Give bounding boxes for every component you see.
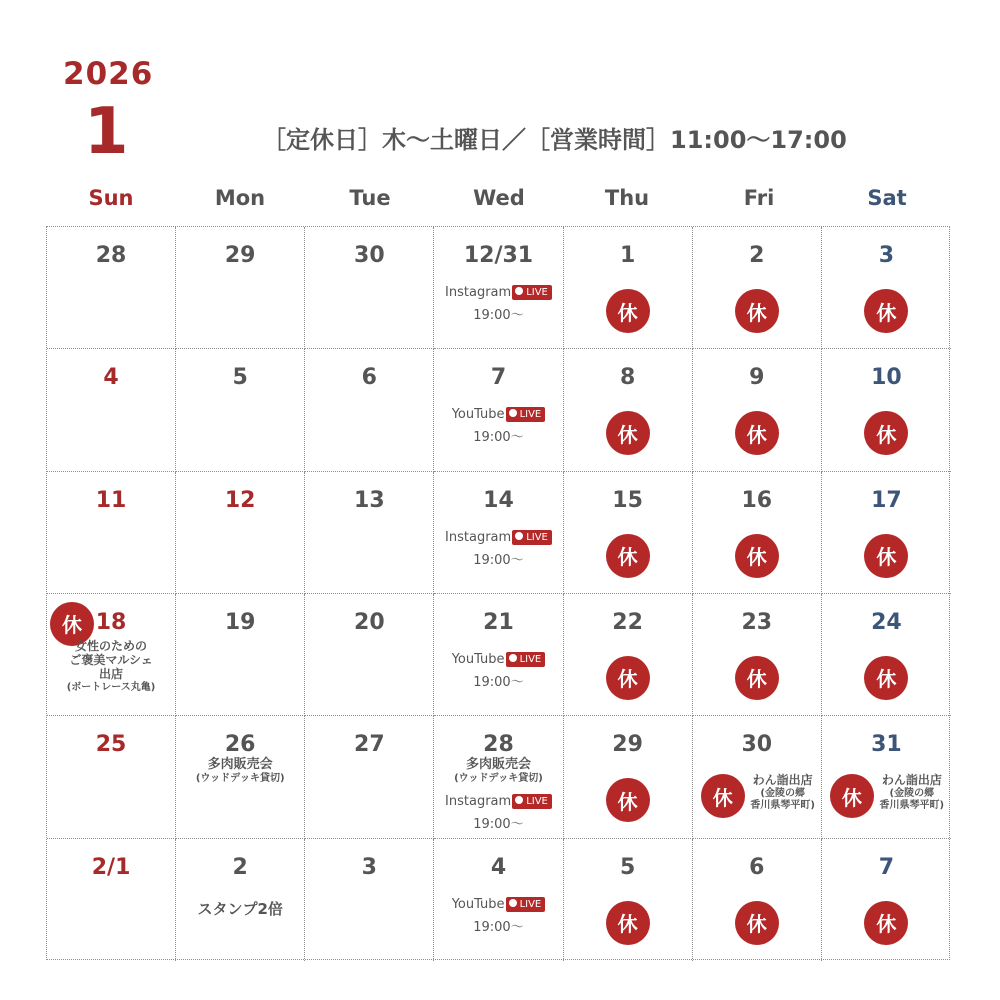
day-cell[interactable] bbox=[434, 349, 563, 471]
day-cell[interactable] bbox=[564, 349, 693, 471]
day-number: 18 bbox=[95, 609, 127, 635]
marche-event-note bbox=[47, 640, 175, 694]
day-cell[interactable] bbox=[564, 839, 693, 961]
event-title: わん詣出店 bbox=[752, 773, 813, 788]
live-badge bbox=[512, 530, 552, 545]
day-cell[interactable] bbox=[305, 839, 434, 961]
stamp-note: スタンプ2倍 bbox=[197, 899, 283, 918]
day-number: 31 bbox=[871, 732, 902, 758]
day-cell[interactable] bbox=[822, 472, 951, 594]
day-cell[interactable] bbox=[47, 716, 176, 838]
weekday-fri: Fri bbox=[743, 186, 775, 210]
closed-day-badge: 休 bbox=[735, 534, 779, 578]
day-cell[interactable] bbox=[822, 594, 951, 716]
event-subtitle: 香川県琴平町) bbox=[750, 799, 815, 811]
live-platform: YouTube bbox=[451, 651, 505, 667]
record-dot-icon bbox=[515, 532, 523, 540]
live-badge bbox=[506, 407, 546, 422]
live-platform: Instagram bbox=[445, 529, 512, 545]
day-cell[interactable] bbox=[822, 349, 951, 471]
live-stream-label bbox=[434, 794, 562, 809]
day-number: 3 bbox=[361, 854, 377, 880]
closed-day-badge: 休 bbox=[606, 901, 650, 945]
closed-day-badge: 休 bbox=[830, 774, 874, 818]
live-badge-text: LIVE bbox=[519, 409, 542, 421]
day-number: 1 bbox=[619, 243, 636, 268]
record-dot-icon bbox=[509, 654, 517, 662]
day-number: 7 bbox=[490, 365, 507, 391]
closed-day-badge: 休 bbox=[50, 602, 94, 646]
day-number: 4 bbox=[490, 854, 507, 880]
day-cell[interactable] bbox=[434, 227, 563, 349]
day-cell[interactable] bbox=[693, 472, 822, 594]
day-number: 28 bbox=[483, 732, 514, 758]
live-time: 19:00〜 bbox=[473, 308, 524, 323]
day-number: 23 bbox=[741, 609, 773, 635]
day-number: 26 bbox=[224, 732, 256, 758]
live-badge-text: LIVE bbox=[519, 898, 542, 910]
day-cell[interactable] bbox=[564, 716, 693, 838]
day-number: 30 bbox=[741, 732, 773, 758]
day-number: 22 bbox=[612, 609, 643, 635]
day-number: 21 bbox=[483, 609, 514, 635]
day-cell[interactable] bbox=[305, 349, 434, 471]
day-cell[interactable] bbox=[47, 472, 176, 594]
closed-day-badge: 休 bbox=[735, 901, 779, 945]
day-cell[interactable] bbox=[47, 227, 176, 349]
day-number: 6 bbox=[361, 365, 377, 391]
month-number: 1 bbox=[84, 95, 129, 169]
closed-day-badge: 休 bbox=[735, 411, 779, 455]
weekday-wed: Wed bbox=[473, 186, 525, 210]
event-title: 多肉販売会 bbox=[465, 757, 531, 773]
closed-day-badge: 休 bbox=[606, 289, 650, 333]
day-number: 10 bbox=[871, 365, 902, 391]
live-time: 19:00〜 bbox=[473, 919, 524, 935]
day-cell[interactable] bbox=[434, 594, 563, 716]
day-cell[interactable] bbox=[564, 227, 693, 349]
day-cell[interactable] bbox=[305, 716, 434, 838]
live-platform: Instagram bbox=[445, 794, 512, 810]
day-cell[interactable] bbox=[176, 472, 305, 594]
weekday-mon: Mon bbox=[214, 186, 266, 210]
day-number: 7 bbox=[878, 854, 895, 880]
day-cell[interactable] bbox=[822, 227, 951, 349]
day-number: 15 bbox=[612, 487, 643, 513]
event-subtitle: (ボートレース丸亀) bbox=[66, 682, 156, 694]
day-cell[interactable] bbox=[176, 716, 305, 838]
event-title: わん詣出店 bbox=[881, 773, 942, 788]
live-stream-label bbox=[434, 897, 562, 912]
day-cell[interactable] bbox=[434, 472, 563, 594]
day-cell[interactable] bbox=[176, 594, 305, 716]
day-number: 5 bbox=[619, 854, 636, 880]
day-number: 19 bbox=[224, 609, 256, 635]
closed-day-badge: 休 bbox=[606, 778, 650, 822]
closed-day-badge: 休 bbox=[606, 656, 650, 700]
year-label: 2026 bbox=[63, 56, 154, 92]
live-stream-label bbox=[434, 652, 562, 667]
live-badge-text: LIVE bbox=[526, 287, 548, 298]
day-cell[interactable] bbox=[564, 594, 693, 716]
live-badge bbox=[506, 897, 546, 912]
day-number: 12 bbox=[224, 487, 256, 513]
day-cell[interactable] bbox=[305, 227, 434, 349]
day-cell[interactable] bbox=[176, 839, 305, 961]
calendar-grid bbox=[46, 226, 950, 960]
event-note bbox=[176, 758, 304, 784]
event-subtitle: (金陵の郷 bbox=[760, 788, 805, 800]
event-subtitle: (金陵の郷 bbox=[889, 788, 935, 800]
day-number: 13 bbox=[354, 487, 385, 513]
day-number: 27 bbox=[354, 732, 385, 758]
day-number: 30 bbox=[354, 243, 385, 268]
day-cell[interactable] bbox=[305, 594, 434, 716]
event-subtitle: (ウッドデッキ貸切) bbox=[195, 773, 285, 785]
day-number: 4 bbox=[103, 365, 119, 391]
closed-day-badge: 休 bbox=[864, 901, 908, 945]
day-cell[interactable] bbox=[434, 716, 563, 838]
shop-event-note bbox=[872, 774, 952, 811]
record-dot-icon bbox=[509, 899, 517, 907]
day-number: 2/1 bbox=[91, 854, 131, 880]
day-number: 16 bbox=[741, 487, 773, 513]
event-note bbox=[434, 758, 562, 784]
live-time: 19:00〜 bbox=[473, 674, 524, 690]
day-cell[interactable] bbox=[564, 472, 693, 594]
closed-day-badge: 休 bbox=[606, 534, 650, 578]
closed-day-badge: 休 bbox=[864, 411, 908, 455]
live-time: 19:00〜 bbox=[473, 817, 524, 833]
live-badge-text: LIVE bbox=[526, 796, 548, 808]
day-number: 5 bbox=[232, 365, 248, 391]
day-cell[interactable] bbox=[305, 472, 434, 594]
event-subtitle: (ウッドデッキ貸切) bbox=[454, 773, 543, 785]
day-cell[interactable] bbox=[822, 716, 951, 838]
live-time: 19:00〜 bbox=[473, 430, 524, 446]
live-badge bbox=[512, 285, 552, 300]
record-dot-icon bbox=[515, 287, 523, 295]
day-cell[interactable] bbox=[47, 594, 176, 716]
day-number: 29 bbox=[224, 243, 256, 268]
day-number: 9 bbox=[749, 365, 765, 391]
live-badge bbox=[512, 794, 552, 809]
closed-day-badge: 休 bbox=[864, 656, 908, 700]
event-title: 多肉販売会 bbox=[207, 757, 273, 773]
day-number: 8 bbox=[619, 365, 636, 391]
day-number: 11 bbox=[95, 487, 127, 513]
record-dot-icon bbox=[509, 409, 517, 417]
day-cell[interactable] bbox=[693, 716, 822, 838]
day-number: 20 bbox=[354, 609, 385, 635]
event-subtitle: 香川県琴平町) bbox=[879, 799, 945, 811]
event-title: 女性のための bbox=[75, 638, 148, 653]
day-number: 25 bbox=[95, 732, 127, 758]
live-platform: Instagram bbox=[445, 285, 512, 300]
day-cell[interactable] bbox=[434, 839, 563, 961]
closed-day-badge: 休 bbox=[735, 289, 779, 333]
live-badge-text: LIVE bbox=[526, 531, 548, 543]
weekday-tue: Tue bbox=[349, 186, 391, 210]
day-cell[interactable] bbox=[693, 594, 822, 716]
day-cell[interactable] bbox=[47, 839, 176, 961]
live-stream-label bbox=[434, 530, 562, 545]
shop-event-note bbox=[743, 774, 823, 811]
closed-day-badge: 休 bbox=[735, 656, 779, 700]
day-number: 17 bbox=[871, 487, 902, 513]
day-number: 28 bbox=[95, 243, 127, 268]
event-title: 出店 bbox=[99, 666, 124, 681]
day-number: 3 bbox=[878, 243, 895, 268]
day-cell[interactable] bbox=[176, 349, 305, 471]
day-cell[interactable] bbox=[822, 839, 951, 961]
day-number: 2 bbox=[232, 854, 248, 880]
day-number: 2 bbox=[749, 243, 765, 268]
day-cell[interactable] bbox=[47, 349, 176, 471]
live-time: 19:00〜 bbox=[473, 552, 524, 568]
closed-day-badge: 休 bbox=[864, 534, 908, 578]
day-number: 24 bbox=[871, 609, 902, 635]
event-title: ご褒美マルシェ bbox=[69, 652, 153, 667]
closed-day-badge: 休 bbox=[606, 411, 650, 455]
live-badge bbox=[506, 652, 546, 667]
live-platform: YouTube bbox=[451, 407, 505, 423]
day-cell[interactable] bbox=[693, 227, 822, 349]
live-stream-label bbox=[434, 285, 562, 300]
live-badge-text: LIVE bbox=[519, 653, 542, 665]
live-platform: YouTube bbox=[451, 896, 505, 912]
day-number: 6 bbox=[749, 854, 765, 880]
day-number: 14 bbox=[483, 487, 514, 513]
day-cell[interactable] bbox=[693, 839, 822, 961]
day-number: 29 bbox=[612, 732, 643, 758]
day-number: 12/31 bbox=[463, 243, 534, 268]
weekday-thu: Thu bbox=[604, 186, 650, 210]
live-stream-label bbox=[434, 407, 562, 422]
closed-day-badge: 休 bbox=[864, 289, 908, 333]
day-cell[interactable] bbox=[693, 349, 822, 471]
weekday-sat: Sat bbox=[867, 186, 907, 210]
closed-day-badge: 休 bbox=[701, 774, 745, 818]
record-dot-icon bbox=[515, 796, 523, 804]
day-cell[interactable] bbox=[176, 227, 305, 349]
weekday-sun: Sun bbox=[88, 186, 134, 210]
business-hours-text: ［定休日］木〜土曜日／［営業時間］11:00〜17:00 bbox=[262, 126, 847, 154]
